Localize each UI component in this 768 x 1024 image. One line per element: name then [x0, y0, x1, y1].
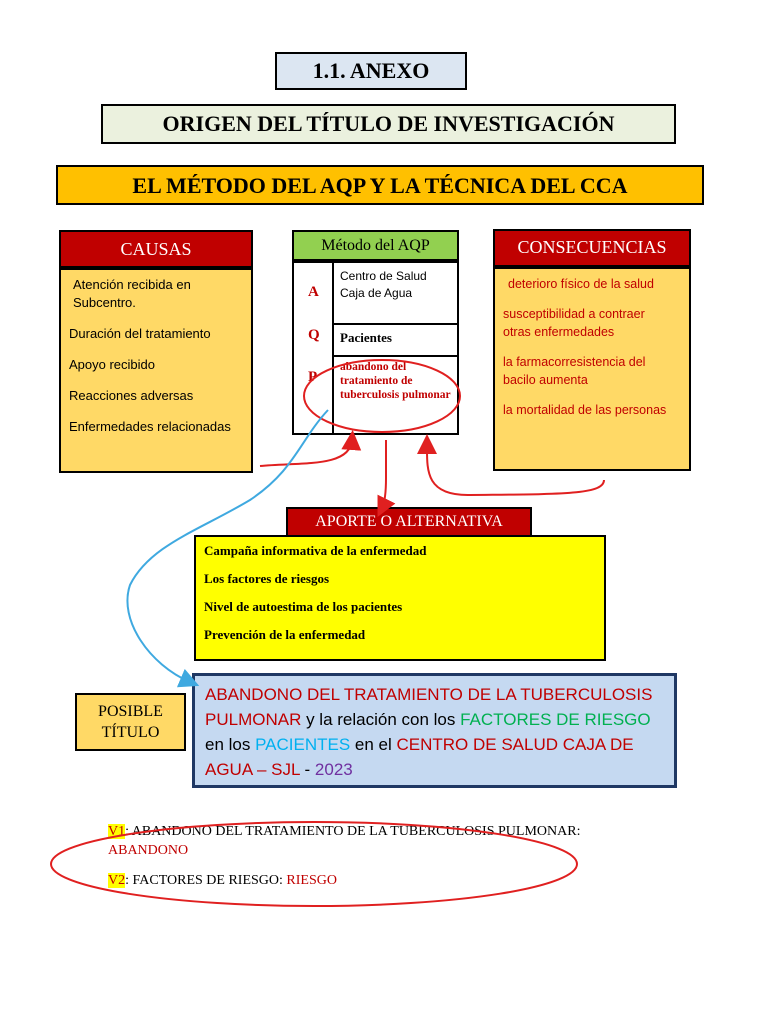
origen-title: ORIGEN DEL TÍTULO DE INVESTIGACIÓN — [101, 104, 676, 144]
v2-label: V2 — [108, 873, 126, 888]
title-abandono: ABANDONO DEL TRATAMIENTO DE LA TUBERCULOSIS PULMONAR — [205, 685, 653, 729]
consecuencia-item: deterioro físico de la salud — [508, 277, 654, 291]
research-title — [192, 673, 677, 788]
aqp-header: Método del AQP — [292, 230, 459, 261]
aqp-a-line2: Caja de Agua — [340, 286, 413, 300]
aqp-a-line1: Centro de Salud — [340, 269, 427, 283]
title-connector: en el — [350, 735, 397, 754]
v2-short: RIESGO — [286, 873, 337, 888]
title-dash: - — [299, 760, 315, 779]
consecuencia-item: la mortalidad de las personas — [503, 403, 667, 417]
arrow-aqp-to-aporte — [382, 440, 386, 508]
aqp-q-cell — [332, 323, 457, 357]
v1-short: ABANDONO — [108, 843, 189, 858]
consecuencias-list — [493, 267, 691, 471]
aporte-list — [194, 535, 606, 661]
anexo-title: 1.1. ANEXO — [275, 52, 467, 90]
aqp-table — [292, 261, 459, 435]
title-factores: FACTORES DE RIESGO — [460, 710, 651, 729]
v1-text: : ABANDONO DEL TRATAMIENTO DE LA TUBERCULOSIS PULMONAR: — [125, 824, 581, 839]
variable-2 — [108, 871, 668, 890]
arrow-causas-to-aqp — [260, 440, 352, 466]
aporte-item: Prevención de la enfermedad — [204, 627, 366, 642]
aporte-item: Los factores de riesgos — [204, 571, 330, 586]
title-connector: y la relación con los — [301, 710, 461, 729]
posible-titulo-label: POSIBLE TÍTULO — [75, 693, 186, 751]
causa-item: Duración del tratamiento — [69, 326, 211, 341]
title-connector: en los — [205, 735, 256, 754]
letter-p: P — [308, 369, 318, 385]
aqp-q-text: Pacientes — [340, 330, 392, 345]
letter-q: Q — [308, 327, 320, 343]
consecuencia-item: la farmacorresistencia del bacilo aumenta — [503, 355, 646, 387]
metodo-title: EL MÉTODO DEL AQP Y LA TÉCNICA DEL CCA — [56, 165, 704, 205]
aporte-item: Nivel de autoestima de los pacientes — [204, 599, 403, 614]
causas-list — [59, 268, 253, 473]
aqp-p-text: abandono del tratamiento de tuberculosis pulmonar — [340, 361, 451, 401]
aporte-header: APORTE O ALTERNATIVA — [286, 507, 532, 537]
v1-label: V1 — [108, 824, 126, 839]
aporte-item: Campaña informativa de la enfermedad — [204, 543, 427, 558]
variable-1 — [108, 822, 668, 841]
title-pacientes: PACIENTES — [255, 735, 351, 754]
causa-item: Enfermedades relacionadas — [69, 419, 231, 434]
aqp-a-cell — [332, 263, 457, 325]
variables-block — [108, 822, 668, 890]
consecuencias-header: CONSECUENCIAS — [493, 229, 691, 267]
causa-item: Apoyo recibido — [69, 357, 155, 372]
causas-header: CAUSAS — [59, 230, 253, 268]
title-centro: CENTRO DE SALUD CAJA DE AGUA – SJL — [205, 735, 634, 779]
consecuencia-item: susceptibilidad a contraer otras enfermedades — [503, 307, 645, 339]
aqp-p-cell — [332, 355, 457, 433]
letter-a: A — [308, 284, 319, 300]
causa-item: Reacciones adversas — [69, 388, 194, 403]
causa-item: Atención recibida en Subcentro. — [73, 277, 191, 310]
title-year: 2023 — [314, 760, 353, 779]
v2-text: : FACTORES DE RIESGO: — [125, 873, 287, 888]
